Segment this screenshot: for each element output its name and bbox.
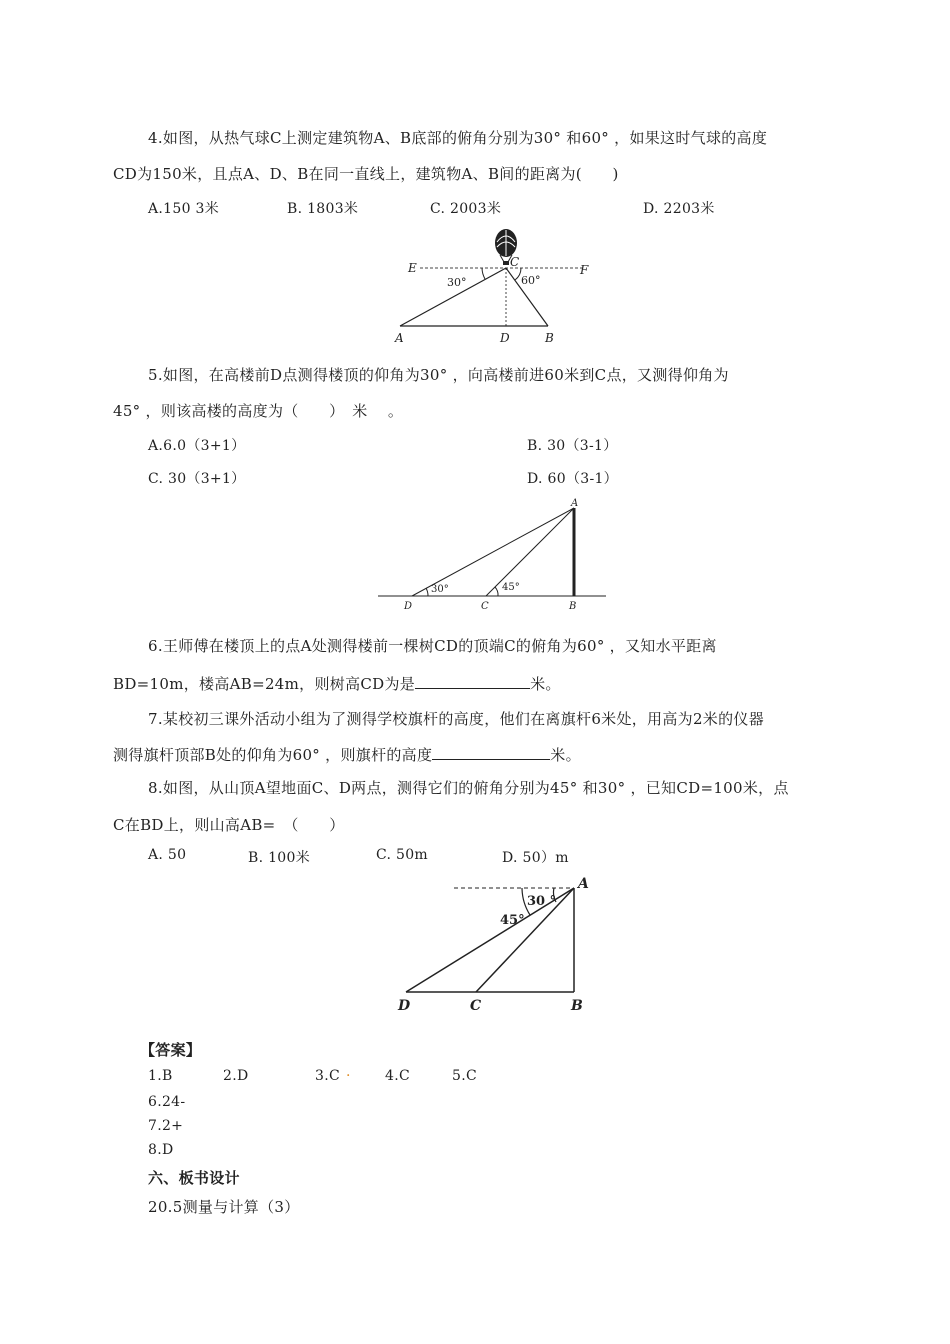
q5-option-c: C. 30（3+1） xyxy=(148,471,246,487)
q8-label-d: D xyxy=(398,998,411,1014)
q5-angle-45: 45° xyxy=(502,582,520,593)
q6-answer-blank xyxy=(415,674,530,689)
q7-answer-blank xyxy=(432,745,550,760)
q5-label-d: D xyxy=(404,601,413,612)
q4-option-d: D. 2203米 xyxy=(643,201,715,217)
q6-stem-text: BD=10m，楼高AB=24m，则树高CD为是 xyxy=(113,675,416,693)
section-heading: 六、板书设计 xyxy=(148,1169,240,1187)
q4-angle-30: 30° xyxy=(447,276,467,289)
q5-stem-line2: 45° ，则该高楼的高度为（ ） 米 。 xyxy=(113,402,404,420)
q4-stem-line2: CD为150米，且点A、D、B在同一直线上，建筑物A、B间的距离为( ) xyxy=(113,165,619,183)
q5-option-a: A.6.0（3+1） xyxy=(148,438,246,454)
q7-stem-line2 xyxy=(113,744,581,765)
answer-5: 5.C xyxy=(452,1068,477,1084)
answer-2: 2.D xyxy=(223,1068,249,1084)
q4-stem-line1: 4.如图，从热气球C上测定建筑物A、B底部的俯角分别为30° 和60° ，如果这时气球的高度 xyxy=(148,129,768,147)
q4-option-a: A.150 3米 xyxy=(148,201,220,217)
q8-angle-30: 30 ° xyxy=(527,894,557,909)
q4-angle-60: 60° xyxy=(521,274,541,287)
q8-angle-45: 45° xyxy=(500,913,525,928)
q6-stem-line1: 6.王师傅在楼顶上的点A处测得楼前一棵树CD的顶端C的俯角为60° ，又知水平距离 xyxy=(148,637,717,655)
q5-angle-30: 30° xyxy=(431,584,449,595)
q8-label-c: C xyxy=(470,998,482,1014)
q8-figure xyxy=(394,872,600,1018)
q4-option-b: B. 1803米 xyxy=(287,201,359,217)
answers-heading: 【答案】 xyxy=(140,1041,202,1059)
answer-7: 7.2+ xyxy=(148,1118,184,1134)
stray-dot: · xyxy=(346,1068,351,1084)
section-subtitle: 20.5测量与计算（3） xyxy=(148,1198,300,1216)
q6-stem-unit: 米。 xyxy=(530,675,561,693)
q7-stem-unit: 米。 xyxy=(550,746,581,764)
q5-figure xyxy=(376,494,608,614)
answer-1: 1.B xyxy=(148,1068,173,1084)
q4-label-f: F xyxy=(580,263,589,277)
answer-4: 4.C xyxy=(385,1068,410,1084)
q8-label-b: B xyxy=(571,998,583,1014)
q5-stem-line1: 5.如图，在高楼前D点测得楼顶的仰角为30° ，向高楼前进60米到C点，又测得仰角为 xyxy=(148,366,729,384)
q5-option-d: D. 60（3-1） xyxy=(527,471,618,487)
q5-option-b: B. 30（3-1） xyxy=(527,438,618,454)
q7-stem-text: 测得旗杆顶部B处的仰角为60° ，则旗杆的高度 xyxy=(113,746,433,764)
q8-option-d: D. 50）m xyxy=(502,850,569,866)
q5-label-c: C xyxy=(481,601,489,612)
answer-3: 3.C xyxy=(315,1068,340,1084)
answer-6: 6.24- xyxy=(148,1094,186,1110)
q4-option-c: C. 2003米 xyxy=(430,201,502,217)
q4-label-d: D xyxy=(500,331,510,345)
q8-option-a: A. 50 xyxy=(148,847,187,863)
q4-label-b: B xyxy=(545,331,554,345)
q4-figure xyxy=(390,222,610,348)
q5-label-b: B xyxy=(569,601,577,612)
q4-label-c: C xyxy=(510,255,520,269)
q8-label-a: A xyxy=(578,876,589,892)
q4-label-e: E xyxy=(408,261,417,275)
q8-stem-line2: C在BD上，则山高AB= （ ） xyxy=(113,816,345,834)
answer-8: 8.D xyxy=(148,1142,174,1158)
q8-option-b: B. 100米 xyxy=(248,850,311,866)
q4-label-a: A xyxy=(395,331,404,345)
q5-label-a: A xyxy=(571,498,579,509)
q7-stem-line1: 7.某校初三课外活动小组为了测得学校旗杆的高度，他们在离旗杆6米处，用高为2米的仪器 xyxy=(148,710,765,728)
q6-stem-line2 xyxy=(113,673,561,694)
q8-stem-line1: 8.如图，从山顶A望地面C、D两点，测得它们的俯角分别为45° 和30° ，已知CD=100米，点 xyxy=(148,779,789,797)
q8-option-c: C. 50m xyxy=(376,847,429,863)
